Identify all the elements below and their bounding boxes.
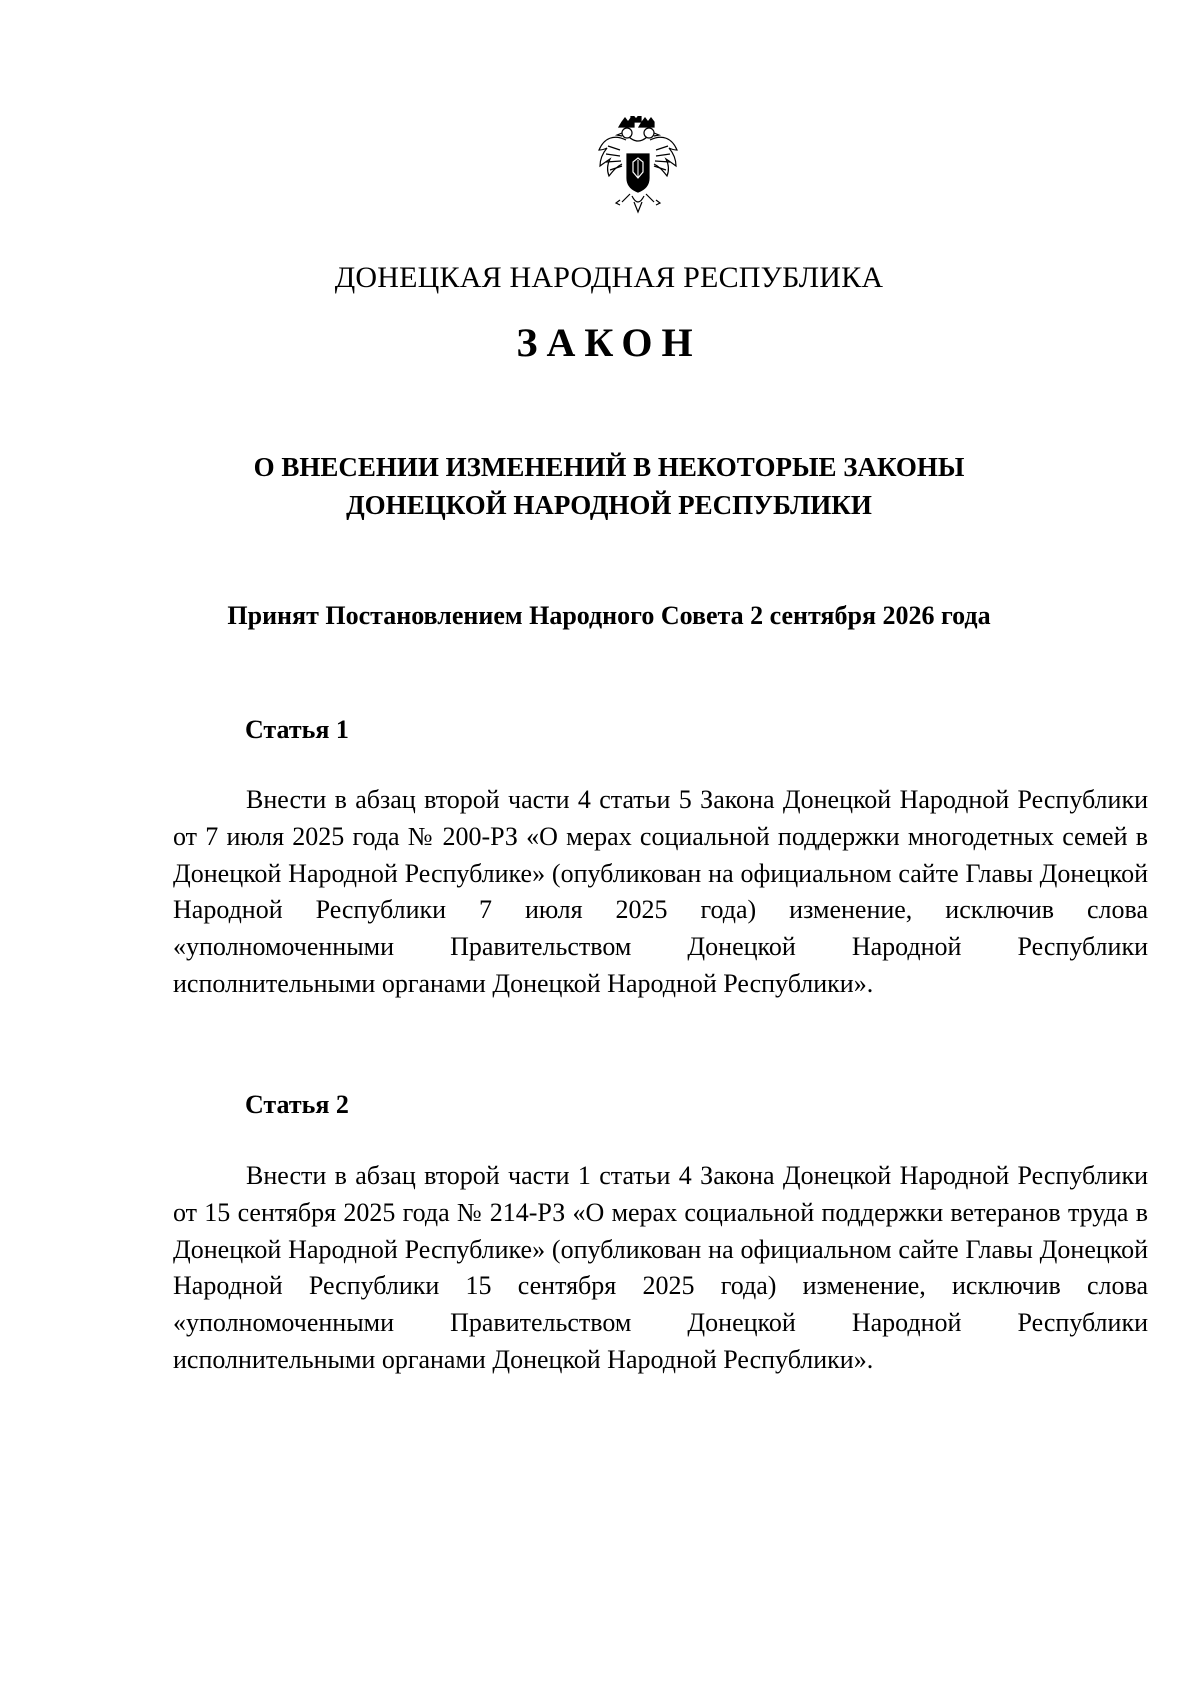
republic-name: ДОНЕЦКАЯ НАРОДНАЯ РЕСПУБЛИКА xyxy=(334,261,884,294)
article-2-text: Внести в абзац второй части 1 статьи 4 Закона Донецкой Народной Республики от 15 сентября 2025 года № 214-РЗ «О мерах социальной поддержки ветеранов труда в Донецкой Народной Республике» (опубликован на официальном сайте Главы Донецкой Народной Республики 15 сентября 2025 года) изменение, исключив слова «уполномоченными Правительством Донецкой Народной Республики исполнительными органами Донецкой Народной Республики». xyxy=(173,1161,1148,1374)
article-1-heading: Статья 1 xyxy=(245,715,349,744)
article-1-text: Внести в абзац второй части 4 статьи 5 Закона Донецкой Народной Республики от 7 июля 2025 года № 200-РЗ «О мерах социальной поддержки многодетных семей в Донецкой Народной Республике» (опубликован на официальном сайте Главы Донецкой Народной Республики 7 июля 2025 года) изменение, исключив слова «уполномоченными Правительством Донецкой Народной Республики исполнительными органами Донецкой Народной Республики». xyxy=(173,785,1148,998)
subject-line-2: ДОНЕЦКОЙ НАРОДНОЙ РЕСПУБЛИКИ xyxy=(346,490,872,520)
document-type-title: ЗАКОН xyxy=(516,320,702,365)
article-2-heading: Статья 2 xyxy=(245,1090,349,1119)
subject-line-1: О ВНЕСЕНИИ ИЗМЕНЕНИЙ В НЕКОТОРЫЕ ЗАКОНЫ xyxy=(253,452,965,482)
coat-of-arms-icon xyxy=(596,116,680,216)
adoption-note: Принят Постановлением Народного Совета 2 сентября 2026 года xyxy=(227,601,991,630)
law-subject xyxy=(0,448,1200,524)
